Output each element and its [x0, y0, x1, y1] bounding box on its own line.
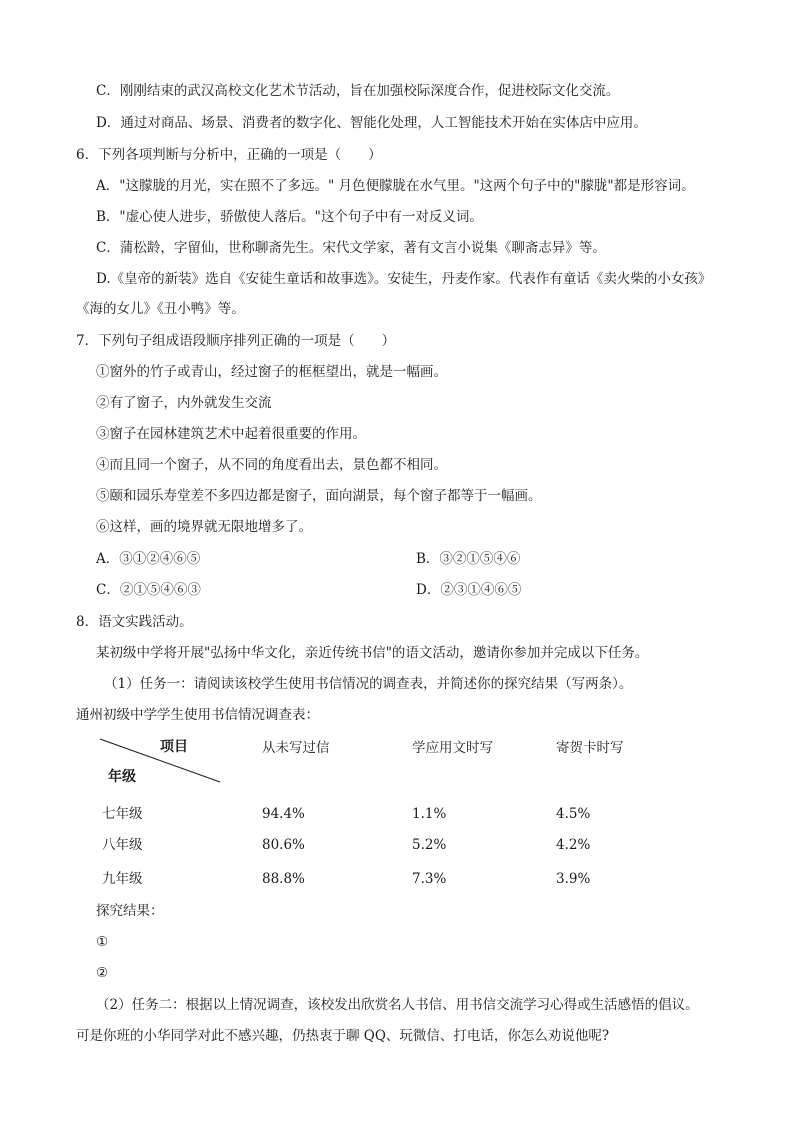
q8-table-title: 通州初级中学学生使用书信情况调查表： — [76, 707, 319, 723]
q8-task2-line2: 可是你班的小华同学对此不感兴趣，仍热衷于聊 QQ、玩微信、打电话，你怎么劝说他呢? — [76, 1028, 610, 1044]
table-row-grade8-never: 80.6% — [262, 837, 305, 853]
q8-result-1: ① — [96, 934, 109, 950]
table-row-grade8-card: 4.2% — [556, 837, 591, 853]
q7-option-d: D．②③①④⑥⑤ — [416, 582, 522, 598]
q6-option-d-line1: D.《皇帝的新装》选自《安徒生童话和故事选》。安徒生，丹麦作家。代表作有童话《卖火柴的小女孩》 — [96, 271, 712, 287]
q5-option-c: C．刚刚结束的武汉高校文化艺术节活动，旨在加强校际深度合作，促进校际文化交流。 — [96, 83, 620, 99]
q6-option-a: A．"这朦胧的月光，实在照不了多远。" 月色便朦胧在水气里。"这两个句子中的"朦胧"都是形容词。 — [96, 178, 695, 194]
table-header-card: 寄贺卡时写 — [556, 740, 624, 756]
q7-option-c: C．②①⑤④⑥③ — [96, 582, 201, 598]
q8-intro: 某初级中学将开展"弘扬中华文化，亲近传统书信"的语文活动，邀请你参加并完成以下任务。 — [96, 645, 649, 661]
q8-task1: （1）任务一：请阅读该校学生使用书信情况的调查表，并简述你的探究结果（写两条）。 — [104, 676, 633, 692]
table-row-grade9-never: 88.8% — [262, 871, 305, 887]
q7-sentence-1: ①窗外的竹子或青山，经过窗子的框框望出，就是一幅画。 — [96, 364, 447, 380]
table-row-grade7-card: 4.5% — [556, 806, 591, 822]
q6-option-c: C．蒲松龄，字留仙，世称聊斋先生。宋代文学家，著有文言小说集《聊斋志异》等。 — [96, 240, 606, 256]
q7-sentence-3: ③窗子在园林建筑艺术中起着很重要的作用。 — [96, 426, 366, 442]
q7-option-a: A．③①②④⑥⑤ — [96, 551, 201, 567]
table-corner-item-label: 项目 — [160, 739, 188, 755]
table-header-applied: 学应用文时写 — [412, 740, 493, 756]
q6-option-d-line2: 《海的女儿》《丑小鸭》等。 — [76, 301, 245, 317]
table-row-grade7-applied: 1.1% — [412, 806, 447, 822]
survey-table — [98, 736, 698, 896]
table-header-never: 从未写过信 — [262, 740, 330, 756]
table-row-grade8-applied: 5.2% — [412, 837, 447, 853]
table-row-grade7-never: 94.4% — [262, 806, 305, 822]
q6-stem: 6．下列各项判断与分析中，正确的一项是（ ） — [76, 147, 382, 163]
table-row-grade9-label: 九年级 — [102, 871, 143, 887]
q7-sentence-4: ④而且同一个窗子，从不同的角度看出去，景色都不相同。 — [96, 457, 447, 473]
q8-result-2: ② — [96, 965, 109, 981]
table-row-grade7-label: 七年级 — [102, 806, 143, 822]
table-row-grade8-label: 八年级 — [102, 837, 143, 853]
table-row-grade9-card: 3.9% — [556, 871, 591, 887]
q8-task2-line1: （2）任务二：根据以上情况调查，该校发出欣赏名人书信、用书信交流学习心得或生活感悟的倡议。 — [96, 997, 699, 1013]
q5-option-d: D．通过对商品、场景、消费者的数字化、智能化处理，人工智能技术开始在实体店中应用。 — [96, 115, 647, 131]
table-row-grade9-applied: 7.3% — [412, 871, 447, 887]
q7-sentence-2: ②有了窗子，内外就发生交流 — [96, 395, 272, 411]
q6-option-b: B．"虚心使人进步，骄傲使人落后。"这个句子中有一对反义词。 — [96, 209, 483, 225]
q7-sentence-5: ⑤颐和园乐寿堂差不多四边都是窗子，面向湖景，每个窗子都等于一幅画。 — [96, 488, 542, 504]
q8-result-label: 探究结果： — [96, 903, 164, 919]
table-corner-grade-label: 年级 — [108, 769, 136, 785]
q7-sentence-6: ⑥这样，画的境界就无限地增多了。 — [96, 519, 312, 535]
q7-stem: 7．下列句子组成语段顺序排列正确的一项是（ ） — [76, 333, 396, 349]
q7-option-b: B．③②①⑤④⑥ — [416, 551, 521, 567]
q8-stem: 8．语文实践活动。 — [76, 614, 193, 630]
